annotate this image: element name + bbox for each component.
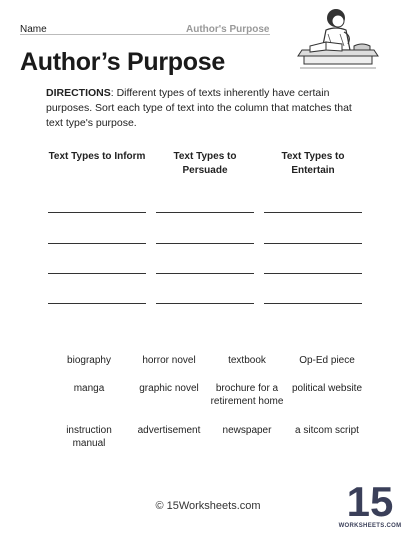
name-label: Name: [20, 24, 47, 35]
column-header-line: Persuade: [182, 165, 228, 176]
word-line: horror novel: [142, 355, 196, 366]
word-line: Op-Ed piece: [299, 355, 355, 366]
word-line: newspaper: [222, 425, 272, 436]
column-header-line: Text Types to: [281, 151, 345, 162]
word-bank-item: [44, 354, 134, 367]
answer-line[interactable]: [264, 212, 362, 213]
word-bank-item: [44, 382, 134, 395]
logo-text: WORKSHEETS.COM: [338, 523, 402, 529]
word-bank-item: [282, 354, 372, 367]
header-rule: [20, 34, 270, 35]
answer-line[interactable]: [48, 243, 146, 244]
word-bank-item: [202, 382, 292, 408]
answer-line[interactable]: [264, 273, 362, 274]
word-line: a sitcom script: [295, 425, 359, 436]
column-header-entertain: [258, 150, 368, 178]
word-bank-item: [124, 354, 214, 367]
answer-line[interactable]: [264, 243, 362, 244]
word-bank-item: [124, 382, 214, 395]
column-header-inform: [42, 150, 152, 164]
answer-line[interactable]: [48, 303, 146, 304]
word-bank-item: [44, 424, 134, 450]
column-header-line: Text Types to Inform: [48, 151, 146, 162]
copyright-footer: © 15Worksheets.com: [155, 500, 261, 512]
answer-line[interactable]: [264, 303, 362, 304]
word-bank-item: [282, 424, 372, 437]
column-header-persuade: [150, 150, 260, 178]
logo-number: 15: [346, 478, 394, 525]
word-bank-item: [202, 424, 292, 437]
word-line: instruction: [66, 425, 112, 436]
word-line: biography: [67, 355, 111, 366]
answer-line[interactable]: [156, 273, 254, 274]
page-title: Author’s Purpose: [20, 48, 225, 76]
word-line: advertisement: [137, 425, 201, 436]
word-line: manga: [73, 383, 105, 394]
column-header-line: Text Types to: [173, 151, 237, 162]
word-line: graphic novel: [139, 383, 199, 394]
header-worksheet-title: Author's Purpose: [186, 24, 270, 35]
answer-line[interactable]: [156, 212, 254, 213]
word-line: retirement home: [210, 396, 284, 407]
directions: [46, 86, 368, 131]
column-header-line: Entertain: [291, 165, 335, 176]
word-line: textbook: [228, 355, 266, 366]
word-bank-item: [124, 424, 214, 437]
directions-label: DIRECTIONS: [46, 87, 111, 99]
answer-line[interactable]: [48, 273, 146, 274]
directions-text: : Different types of texts inherently have certain purposes. Sort each type of text into the column that matches that text type's purpose.: [46, 87, 352, 129]
woman-reading-book-icon: [296, 6, 380, 72]
word-line: manual: [72, 438, 106, 449]
answer-line[interactable]: [156, 243, 254, 244]
answer-line[interactable]: [156, 303, 254, 304]
answer-line[interactable]: [48, 212, 146, 213]
word-bank-item: [202, 354, 292, 367]
word-line: political website: [291, 383, 363, 394]
word-line: brochure for a: [215, 383, 279, 394]
15worksheets-logo-icon: [338, 476, 402, 530]
word-bank-item: [282, 382, 372, 395]
